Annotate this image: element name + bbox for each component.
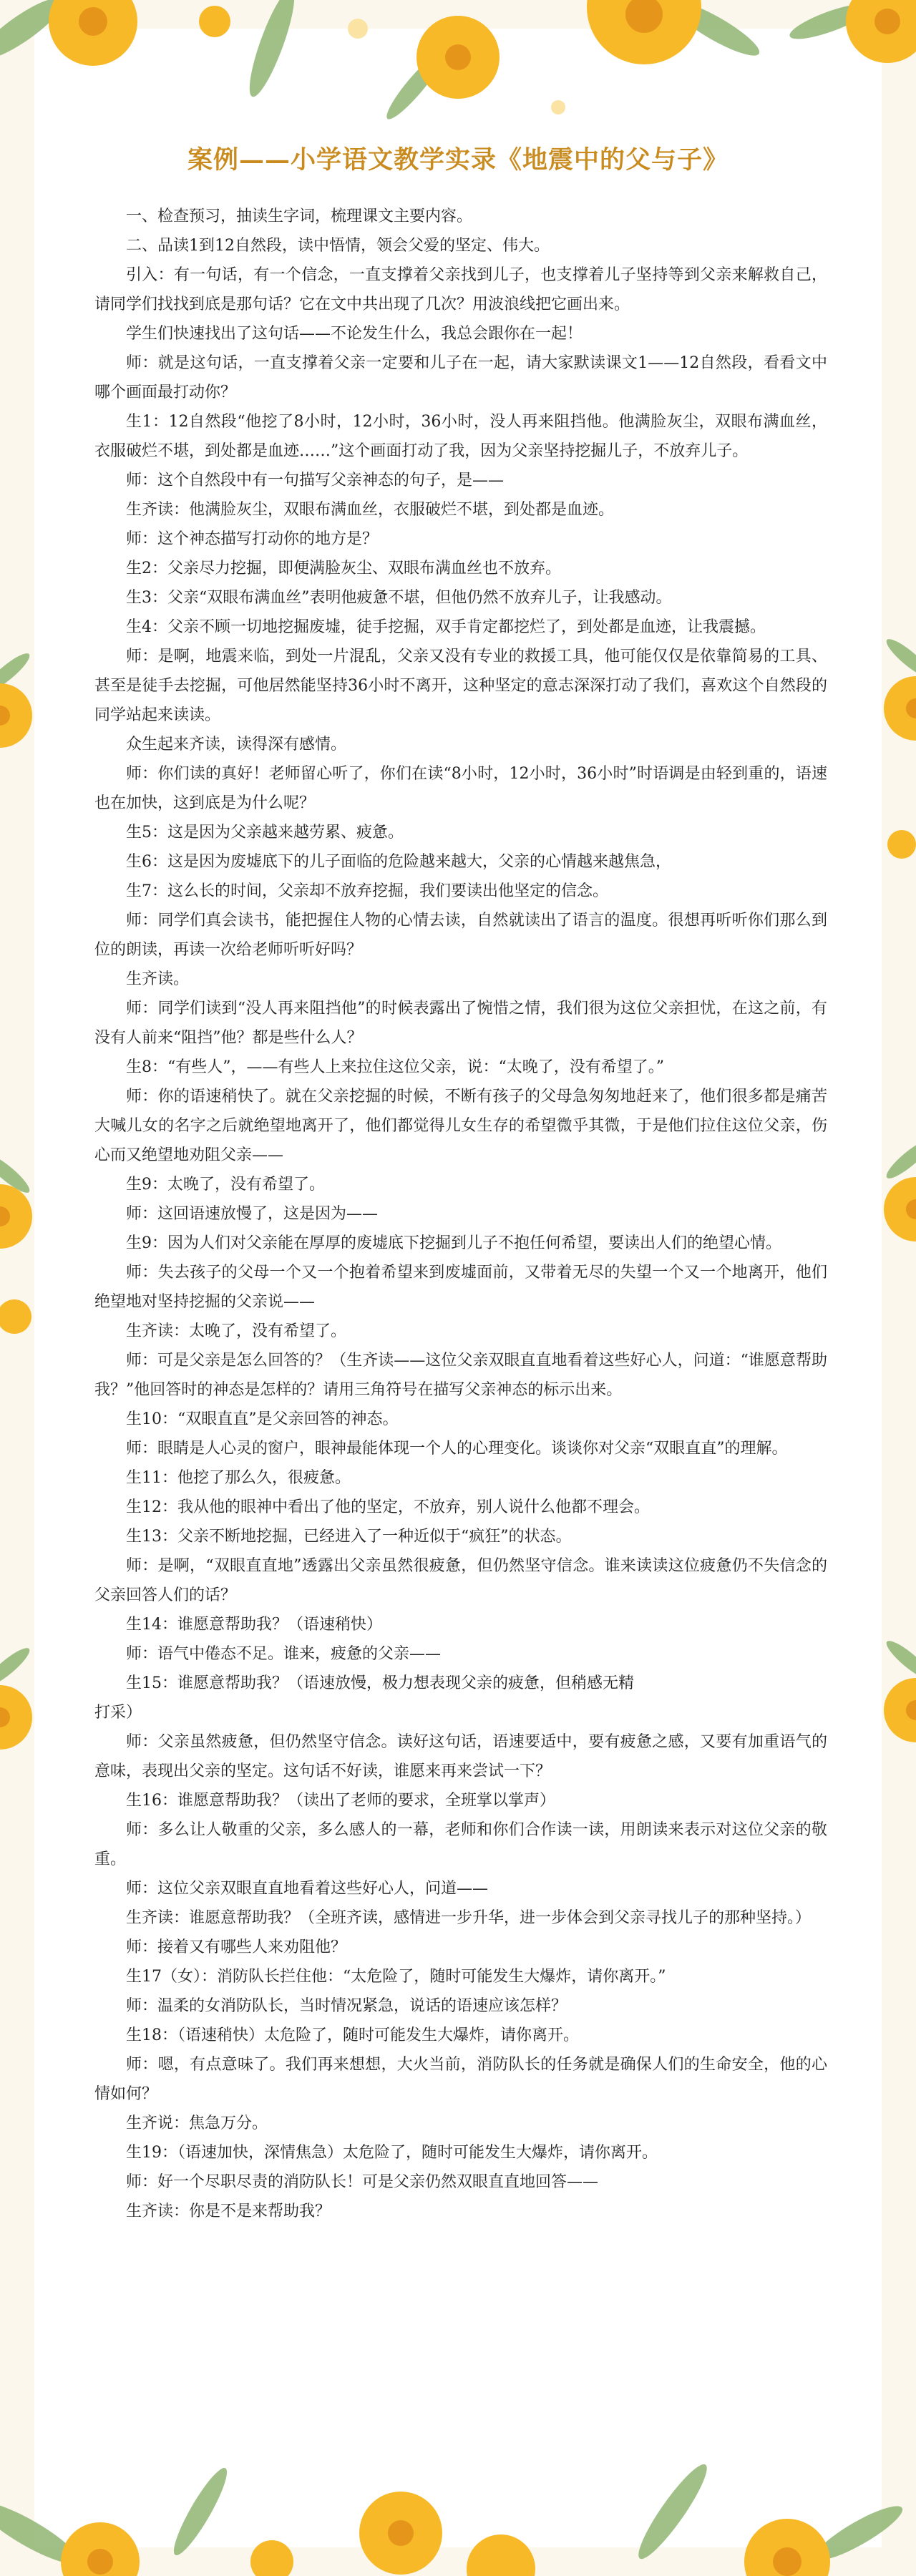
paragraph: 师：温柔的女消防队长，当时情况紧急，说话的语速应该怎样？ xyxy=(126,1997,567,2015)
paragraph: 师：失去孩子的父母一个又一个抱着希望来到废墟面前，又带着无尽的失望一个又一个地离开，他们绝望地对坚持挖掘的父亲说—— xyxy=(94,1264,827,1311)
paragraph: 生12：我从他的眼神中看出了他的坚定，不放弃，别人说什么他都不理会。 xyxy=(126,1498,650,1516)
right-floral-decoration-icon xyxy=(859,630,916,1882)
paragraph: 师：同学们读到“没人再来阻挡他”的时候表露出了惋惜之情，我们很为这位父亲担忧，在这之前，有没有人前来“阻挡”他？都是些什么人？ xyxy=(94,1000,827,1047)
page-title: 案例——小学语文教学实录《地震中的父与子》 xyxy=(187,145,729,175)
paragraph: 生11：他挖了那么久，很疲惫。 xyxy=(126,1469,351,1487)
paragraph: 一、检查预习，抽读生字词，梳理课文主要内容。 xyxy=(126,208,473,225)
paragraph: 师：好一个尽职尽责的消防队长！可是父亲仍然双眼直直地回答—— xyxy=(126,2173,599,2191)
paragraph: 引入：有一句话，有一个信念，一直支撑着父亲找到儿子，也支撑着儿子坚持等到父亲来解救自己，请同学们找找到底是那句话？它在文中共出现了几次？用波浪线把它画出来。 xyxy=(94,266,827,313)
paragraph: 生13：父亲不断地挖掘，已经进入了一种近似于“疯狂”的状态。 xyxy=(126,1528,572,1546)
paragraph: 生4：父亲不顾一切地挖掘废墟，徒手挖掘，双手肯定都挖烂了，到处都是血迹，让我震撼。 xyxy=(126,618,766,636)
paragraph: 师：接着又有哪些人来劝阻他？ xyxy=(126,1938,347,1956)
paragraph: 生9：因为人们对父亲能在厚厚的废墟底下挖掘到儿子不抱任何希望，要读出人们的绝望心情。 xyxy=(126,1234,782,1252)
bottom-floral-decoration-icon xyxy=(0,2426,916,2576)
paragraph: 生8：“有些人”，——有些人上来拉住这位父亲，说：“太晚了，没有希望了。” xyxy=(126,1058,664,1076)
paragraph: 生16：谁愿意帮助我？（读出了老师的要求，全班掌以掌声） xyxy=(126,1792,555,1810)
paragraph: 生9：太晚了，没有希望了。 xyxy=(126,1176,325,1194)
paragraph: 生3：父亲“双眼布满血丝”表明他疲惫不堪，但他仍然不放弃儿子，让我感动。 xyxy=(126,589,672,607)
paragraph: 师：嗯，有点意味了。我们再来想想，大火当前，消防队长的任务就是确保人们的生命安全，他的心情如何？ xyxy=(94,2056,827,2103)
paragraph: 学生们快速找出了这句话——不论发生什么，我总会跟你在一起！ xyxy=(126,325,583,343)
paragraph: 生14：谁愿意帮助我？（语速稍快） xyxy=(126,1616,382,1634)
paragraph: 师：是啊，“双眼直直地”透露出父亲虽然很疲惫，但仍然坚守信念。谁来读读这位疲惫仍不失信念的父亲回答人们的话？ xyxy=(94,1557,827,1604)
paragraph: 生齐读：太晚了，没有希望了。 xyxy=(126,1322,347,1340)
paragraph: 师：你的语速稍快了。就在父亲挖掘的时候，不断有孩子的父母急匆匆地赶来了，他们很多都是痛苦大喊儿女的名字之后就绝望地离开了，他们都觉得儿女生存的希望微乎其微，于是他们拉住这位父亲，伤心而又绝望地劝阻父亲—— xyxy=(94,1088,827,1164)
paragraph: 师：这个神态描写打动你的地方是？ xyxy=(126,530,379,548)
paragraph: 生18：（语速稍快）太危险了，随时可能发生大爆炸，请你离开。 xyxy=(126,2026,579,2044)
paragraph: 师：这个自然段中有一句描写父亲神态的句子，是—— xyxy=(126,472,505,489)
paragraph: 生7：这么长的时间，父亲却不放弃挖掘，我们要读出他坚定的信念。 xyxy=(126,882,608,900)
paragraph: 师：这回语速放慢了，这是因为—— xyxy=(126,1205,379,1223)
paragraph: 生5：这是因为父亲越来越劳累、疲惫。 xyxy=(126,824,404,841)
paragraph: 师：语气中倦态不足。谁来，疲惫的父亲—— xyxy=(126,1645,442,1663)
document-body xyxy=(94,202,827,2226)
paragraph: 师：同学们真会读书，能把握住人物的心情去读，自然就读出了语言的温度。很想再听听你们那么到位的朗读，再读一次给老师听听好吗？ xyxy=(94,912,827,959)
paragraph: 师：眼睛是人心灵的窗户，眼神最能体现一个人的心理变化。谈谈你对父亲“双眼直直”的理解。 xyxy=(126,1440,788,1458)
paragraph: 生齐说：焦急万分。 xyxy=(126,2114,268,2132)
paragraph: 打采） xyxy=(94,1704,142,1722)
paragraph: 师：可是父亲是怎么回答的？（生齐读——这位父亲双眼直直地看着这些好心人，问道：“谁愿意帮助我？”他回答时的神态是怎样的？请用三角符号在描写父亲神态的标示出来。 xyxy=(94,1352,827,1399)
paragraph: 师：多么让人敬重的父亲，多么感人的一幕，老师和你们合作读一读，用朗读来表示对这位父亲的敬重。 xyxy=(94,1821,827,1868)
paragraph: 师：你们读的真好！老师留心听了，你们在读“8小时，12小时，36小时”时语调是由轻到重的，语速也在加快，这到底是为什么呢？ xyxy=(94,765,827,812)
paragraph: 生2：父亲尽力挖掘，即便满脸灰尘、双眼布满血丝也不放弃。 xyxy=(126,560,561,577)
paragraph: 生齐读：他满脸灰尘，双眼布满血丝，衣服破烂不堪，到处都是血迹。 xyxy=(126,501,615,519)
paragraph: 生10：“双眼直直”是父亲回答的神态。 xyxy=(126,1410,399,1428)
left-floral-decoration-icon xyxy=(0,630,57,1882)
paragraph: 师：这位父亲双眼直直地看着这些好心人，问道—— xyxy=(126,1880,489,1898)
paragraph: 师：父亲虽然疲惫，但仍然坚守信念。读好这句话，语速要适中，要有疲惫之感，又要有加重语气的意味，表现出父亲的坚定。这句话不好读，谁愿来再来尝试一下？ xyxy=(94,1733,827,1780)
paragraph: 生齐读。 xyxy=(126,970,190,988)
paragraph: 生齐读：谁愿意帮助我？（全班齐读，感情进一步升华，进一步体会到父亲寻找儿子的那种坚持。） xyxy=(126,1909,812,1927)
paragraph: 师：是啊，地震来临，到处一片混乱，父亲又没有专业的救援工具，他可能仅仅是依靠简易的工具、甚至是徒手去挖掘，可他居然能坚持36小时不离开，这种坚定的意志深深打动了我们，喜欢这个自然段的同学站起来读读。 xyxy=(94,648,827,724)
paragraph: 师：就是这句话，一直支撑着父亲一定要和儿子在一起，请大家默读课文1——12自然段，看看文中哪个画面最打动你？ xyxy=(94,354,827,401)
paragraph: 二、品读1到12自然段，读中悟情，领会父爱的坚定、伟大。 xyxy=(126,237,550,255)
paragraph: 生1：12自然段“他挖了8小时，12小时，36小时，没人再来阻挡他。他满脸灰尘，双眼布满血丝，衣服破烂不堪，到处都是血迹……”这个画面打动了我，因为父亲坚持挖掘儿子，不放弃儿子。 xyxy=(94,413,827,460)
top-floral-decoration-icon xyxy=(0,0,916,150)
paragraph: 生17（女）：消防队长拦住他：“太危险了，随时可能发生大爆炸，请你离开。” xyxy=(126,1968,666,1986)
paragraph: 生19：（语速加快，深情焦急）太危险了，随时可能发生大爆炸，请你离开。 xyxy=(126,2144,658,2162)
paragraph: 生6：这是因为废墟底下的儿子面临的危险越来越大，父亲的心情越来越焦急， xyxy=(126,853,671,871)
paragraph: 众生起来齐读，读得深有感情。 xyxy=(126,736,347,753)
paragraph: 生15：谁愿意帮助我？（语速放慢，极力想表现父亲的疲惫，但稍感无精 xyxy=(126,1674,634,1692)
paragraph: 生齐读：你是不是来帮助我？ xyxy=(126,2202,331,2220)
